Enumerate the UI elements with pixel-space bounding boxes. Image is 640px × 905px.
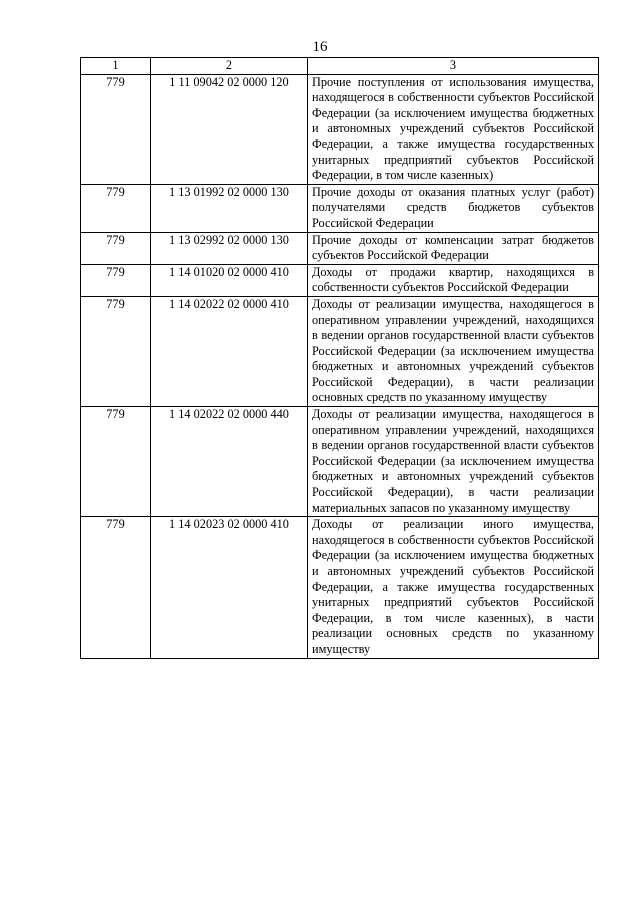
table-row (81, 74, 599, 184)
revenue-code-cell: 1 14 02022 02 0000 410 (151, 296, 308, 406)
revenue-code-cell: 1 13 02992 02 0000 130 (151, 232, 308, 264)
column-header-1: 1 (81, 58, 151, 75)
revenue-description-cell: Доходы от продажи квартир, находящихся в собственности субъектов Российской Федерации (308, 264, 599, 296)
revenue-code-cell: 1 14 02023 02 0000 410 (151, 517, 308, 658)
revenue-codes-table (80, 57, 599, 659)
table-row (81, 296, 599, 406)
revenue-description-cell: Прочие поступления от использования имущества, находящегося в собственности субъектов Российской Федерации (за исключением имущества бюджетных и автономных учреждений субъектов Российской Федерации, а также имущества государственных унитарных предприятий субъектов Российской Федерации, в том числе казенных) (308, 74, 599, 184)
revenue-description-cell: Прочие доходы от оказания платных услуг (работ) получателями средств бюджетов субъектов Российской Федерации (308, 184, 599, 232)
column-header-2: 2 (151, 58, 308, 75)
table-row (81, 407, 599, 517)
revenue-description-cell: Прочие доходы от компенсации затрат бюджетов субъектов Российской Федерации (308, 232, 599, 264)
administrator-code-cell: 779 (81, 232, 151, 264)
table-row (81, 264, 599, 296)
revenue-description-cell: Доходы от реализации иного имущества, находящегося в собственности субъектов Российской Федерации (за исключением имущества бюджетных и автономных учреждений субъектов Российской Федерации, а также имущества государственных унитарных предприятий субъектов Российской Федерации, в том числе казенных), в части реализации основных средств по указанному имуществу (308, 517, 599, 658)
administrator-code-cell: 779 (81, 517, 151, 658)
table-header-row (81, 58, 599, 75)
table-row (81, 232, 599, 264)
page-number: 16 (312, 39, 328, 55)
column-header-3: 3 (308, 58, 599, 75)
revenue-description-cell: Доходы от реализации имущества, находящегося в оперативном управлении учреждений, находящихся в ведении органов государственной власти субъектов Российской Федерации (за исключением имущества бюджетных и автономных учреждений субъектов Российской Федерации), в части реализации материальных запасов по указанному имуществу (308, 407, 599, 517)
administrator-code-cell: 779 (81, 407, 151, 517)
revenue-code-cell: 1 14 02022 02 0000 440 (151, 407, 308, 517)
table-row (81, 517, 599, 658)
administrator-code-cell: 779 (81, 296, 151, 406)
administrator-code-cell: 779 (81, 184, 151, 232)
revenue-code-cell: 1 11 09042 02 0000 120 (151, 74, 308, 184)
administrator-code-cell: 779 (81, 264, 151, 296)
revenue-code-cell: 1 13 01992 02 0000 130 (151, 184, 308, 232)
administrator-code-cell: 779 (81, 74, 151, 184)
revenue-description-cell: Доходы от реализации имущества, находящегося в оперативном управлении учреждений, находящихся в ведении органов государственной власти субъектов Российской Федерации (за исключением имущества бюджетных и автономных учреждений субъектов Российской Федерации), в части реализации основных средств по указанному имуществу (308, 296, 599, 406)
revenue-code-cell: 1 14 01020 02 0000 410 (151, 264, 308, 296)
table-row (81, 184, 599, 232)
